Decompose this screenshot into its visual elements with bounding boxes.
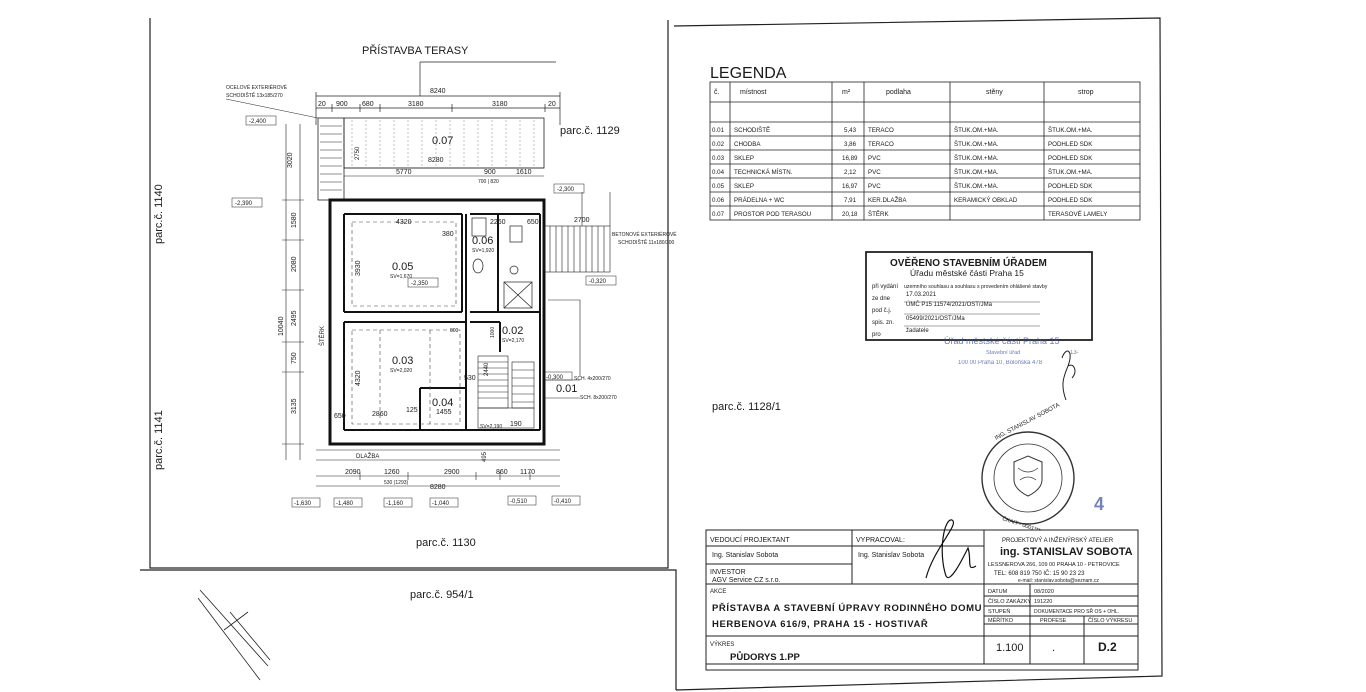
- legend-cell: TERACO: [868, 127, 894, 134]
- legend-cell: 5,43: [844, 127, 857, 134]
- dim-text: 3180: [408, 101, 424, 108]
- stamp-label: při vydání: [872, 284, 899, 290]
- dim-text: 3930: [355, 260, 362, 276]
- room-007-label: 0.07: [432, 135, 454, 147]
- legend-cell: PVC: [868, 155, 881, 162]
- tb-firm-email: e-mail: stanislav.sobota@seznam.cz: [1018, 578, 1099, 584]
- floor-plan: [153, 44, 781, 680]
- legend-cell: 0.04: [712, 169, 725, 176]
- note-steel-stair-1: OCELOVÉ EXTERIÉROVÉ: [226, 85, 288, 91]
- dim-text: 860: [496, 469, 508, 476]
- dim-text: 900: [336, 101, 348, 108]
- legend-cell: 16,89: [842, 155, 858, 162]
- tb-firm-name: ing. STANISLAV SOBOTA: [1000, 546, 1133, 558]
- dim-text: 20: [548, 101, 556, 108]
- tb-investor-label: INVESTOR: [710, 569, 746, 576]
- dim-text: 2860: [372, 411, 388, 418]
- stamp-label: pro: [872, 332, 881, 338]
- legend-cell: 0.06: [712, 197, 725, 204]
- dim-text: 3020: [287, 152, 294, 168]
- legend-cell: 20,18: [842, 211, 858, 218]
- dim-text: 495: [482, 451, 488, 462]
- bottom-level-markers: [292, 496, 580, 507]
- tb-meritko-label: MĚŘÍTKO: [988, 618, 1014, 624]
- dim-text: 3180: [492, 101, 508, 108]
- room-003-sv: SV=2,020: [390, 368, 413, 374]
- legend-cell: 0.05: [712, 183, 725, 190]
- dim-text: 1580: [291, 212, 298, 228]
- legend-cell: PVC: [868, 183, 881, 190]
- tb-vypracoval-value: Ing. Stanislav Sobota: [858, 552, 925, 559]
- seal-outer-text: ING. STANISLAV SOBOTA: [994, 402, 1061, 442]
- tb-stupen-label: STUPEŇ: [988, 609, 1011, 615]
- legend-header-cell: strop: [1078, 89, 1094, 96]
- legend: [710, 65, 1140, 220]
- tb-signature: [926, 520, 976, 578]
- dim-text: 2495: [291, 310, 298, 326]
- engineer-seal: [982, 402, 1074, 534]
- level-text: -1,480: [336, 501, 354, 507]
- legend-rows: [712, 126, 1107, 218]
- dim-text: 4320: [355, 370, 362, 386]
- tb-meritko-value: 1.100: [996, 642, 1024, 654]
- room-002-label: 0.02: [502, 325, 524, 337]
- title-block: [706, 520, 1138, 670]
- dim-text: 20: [318, 101, 326, 108]
- legend-cell: PROSTOR POD TERASOU: [734, 211, 812, 218]
- level-text: -1,630: [294, 501, 312, 507]
- dim-text: 380: [442, 231, 454, 238]
- room-006-sv: SV=1,920: [472, 248, 495, 254]
- level-text: -0,320: [589, 279, 607, 285]
- legend-cell: PODHLED SDK: [1048, 183, 1093, 190]
- tb-vykres-no-label: ČÍSLO VÝKRESU: [1088, 618, 1133, 624]
- legend-cell: ŠTUK.OM.+MA.: [1048, 127, 1093, 134]
- legend-cell: ŠTUK.OM.+MA.: [954, 169, 999, 176]
- tb-akce-line2: HERBENOVA 616/9, PRAHA 15 - HOSTIVAŘ: [712, 619, 929, 630]
- tb-datum-value: 08/2020: [1034, 589, 1054, 595]
- dim-text: 650: [334, 413, 346, 420]
- stamp-addr-blue: 100 00 Praha 10, Boloňská 478: [958, 360, 1043, 366]
- tb-firm-phone: TEL: 608 819 750 IČ: 15 90 23 23: [994, 571, 1085, 577]
- dim-text: 750: [291, 352, 298, 364]
- approval-stamp: [866, 252, 1104, 514]
- level-text: -0,510: [510, 499, 528, 505]
- legend-cell: 2,12: [844, 169, 857, 176]
- note-steel-stair-2: SCHODIŠTĚ 13x185/270: [226, 93, 283, 99]
- dim-text: 650: [527, 219, 539, 226]
- level-text: -0,300: [546, 375, 564, 381]
- note-beton-stair-2: SCHODIŠTĚ 11x180/300: [618, 240, 675, 246]
- stamp-label: spis. zn.: [872, 320, 895, 326]
- legend-cell: PODHLED SDK: [1048, 155, 1093, 162]
- level-text: -2,400: [249, 119, 267, 125]
- note-sch-2: SCH. 8x200/270: [580, 395, 617, 401]
- dim-text: 2090: [345, 469, 361, 476]
- level-text: -2,300: [557, 187, 575, 193]
- dim-text: 1000: [490, 326, 496, 338]
- dim-text: 530 (1293): [384, 480, 409, 486]
- stamp-office-blue: Úřad městské části Praha 15: [944, 336, 1060, 346]
- dim-text: 8280: [428, 157, 444, 164]
- legend-cell: CHODBA: [734, 141, 761, 148]
- legend-cell: ŠTUK.OM.+MA.: [954, 155, 999, 162]
- room-001-label: 0.01: [556, 383, 578, 395]
- dim-text: 2260: [490, 219, 506, 226]
- stamp-subtitle: Úřadu městské části Praha 15: [910, 268, 1024, 278]
- legend-cell: ŠTUK.OM.+MA.: [1048, 169, 1093, 176]
- tb-zakazka-label: ČÍSLO ZAKÁZKY: [988, 599, 1032, 605]
- parcel-1140: parc.č. 1140: [153, 184, 165, 244]
- stamp-label: pod č.j.: [872, 308, 892, 314]
- dim-text: 1610: [516, 169, 532, 176]
- stamp-title: OVĚŘENO STAVEBNÍM ÚŘADEM: [890, 258, 1047, 269]
- stamp-value: ÚMČ P15 11574/2021/OST/JMa: [906, 302, 992, 308]
- legend-header-cell: m²: [842, 89, 851, 96]
- legend-cell: ŠTUK.OM.+MA.: [954, 183, 999, 190]
- legend-cell: ŠTUK.OM.+MA.: [954, 127, 999, 134]
- room-001-sv: SV=2,190: [480, 424, 503, 430]
- legend-header-cell: podlaha: [886, 89, 911, 96]
- note-sterk: ŠTĚRK: [320, 325, 326, 346]
- tb-zakazka-value: 191220: [1034, 599, 1053, 605]
- legend-cell: 7,91: [844, 197, 857, 204]
- parcel-1128: parc.č. 1128/1: [712, 401, 781, 413]
- legend-header: [714, 89, 1094, 96]
- dim-text: 2750: [355, 146, 361, 160]
- legend-cell: KERAMICKÝ OBKLAD: [954, 197, 1018, 204]
- dim-text: 1455: [436, 409, 452, 416]
- tb-vedouci-value: Ing. Stanislav Sobota: [712, 552, 779, 559]
- dim-text: 2440: [484, 362, 490, 376]
- legend-cell: TERASOVÉ LAMELY: [1048, 211, 1108, 218]
- note-dlazba: DLAŽBA: [356, 454, 380, 460]
- parcel-1129: parc.č. 1129: [560, 125, 620, 137]
- note-sch-1: SCH. 4x200/270: [574, 376, 611, 382]
- dim-text: 5770: [396, 169, 412, 176]
- level-text: -1,040: [432, 501, 450, 507]
- tb-firm-line1: PROJEKTOVÝ A INŽENÝRSKÝ ATELIER: [1002, 538, 1114, 544]
- level-text: -1,160: [386, 501, 404, 507]
- dim-text: 1170: [520, 469, 536, 476]
- tb-vypracoval-label: VYPRACOVAL:: [856, 537, 905, 544]
- level-text: -2,390: [235, 201, 253, 207]
- dim-text: 2080: [291, 256, 298, 272]
- stamp-value: 05499/2021/OST/JMa: [906, 316, 965, 322]
- tb-profese-value: .: [1052, 642, 1056, 654]
- legend-cell: 0.03: [712, 155, 725, 162]
- legend-cell: SKLEP: [734, 155, 754, 162]
- legend-cell: PODHLED SDK: [1048, 197, 1093, 204]
- tb-firm-address: LESSNEROVA 266, 109 00 PRAHA 10 - PETROVICE: [988, 562, 1120, 568]
- level-text: -0,410: [554, 499, 572, 505]
- legend-cell: ŠTĚRK: [868, 211, 889, 218]
- tb-datum-label: DATUM: [988, 589, 1008, 595]
- dim-text: 700 | 820: [478, 179, 499, 185]
- room-002-sv: SV=2,170: [502, 338, 525, 344]
- level-text: -2,350: [411, 281, 429, 287]
- dim-text: 4320: [396, 219, 412, 226]
- room-003-label: 0.03: [392, 355, 414, 367]
- tb-vykres-label: VÝKRES: [710, 642, 735, 648]
- stamp-value: žadatele: [906, 328, 929, 334]
- stamp-signature: [1062, 351, 1075, 400]
- plan-title: PŘÍSTAVBA TERASY: [362, 45, 469, 57]
- parcel-1130: parc.č. 1130: [416, 537, 476, 549]
- note-beton-stair-1: BETONOVÉ EXTERIÉROVÉ: [612, 232, 677, 238]
- dim-text: 1260: [384, 469, 400, 476]
- stamp-num-blue: -13-: [1068, 350, 1079, 356]
- room-004-label: 0.04: [432, 397, 454, 409]
- legend-cell: SCHODIŠTĚ: [734, 127, 771, 134]
- legend-title: LEGENDA: [710, 65, 787, 82]
- legend-cell: ŠTUK.OM.+MA.: [954, 141, 999, 148]
- legend-cell: 0.07: [712, 211, 725, 218]
- dim-text: 680: [362, 101, 374, 108]
- tb-akce-label: AKCE: [710, 589, 727, 595]
- legend-header-cell: č.: [714, 89, 720, 96]
- legend-cell: PODHLED SDK: [1048, 141, 1093, 148]
- dim-text: 2700: [574, 217, 590, 224]
- page-mark: 4: [1094, 494, 1105, 514]
- stamp-value: 17.03.2021: [906, 292, 937, 298]
- room-005-label: 0.05: [392, 261, 414, 273]
- legend-header-cell: stěny: [986, 89, 1003, 96]
- parcel-1141: parc.č. 1141: [153, 410, 165, 470]
- tb-vedouci-label: VEDOUCÍ PROJEKTANT: [710, 537, 790, 544]
- seal-bottom-text: ČKAIT - 0001***: [1001, 516, 1041, 535]
- legend-cell: TERACO: [868, 141, 894, 148]
- legend-header-cell: místnost: [740, 89, 767, 96]
- stamp-label: ze dne: [872, 296, 891, 302]
- legend-cell: PVC: [868, 169, 881, 176]
- stamp-dept-blue: Stavební úřad: [986, 350, 1021, 356]
- dim-text: 125: [406, 407, 418, 414]
- legend-cell: 16,97: [842, 183, 858, 190]
- dim-text: 8280: [430, 484, 446, 491]
- dim-text: 2900: [444, 469, 460, 476]
- dim-text: 3135: [291, 398, 298, 414]
- legend-cell: 3,86: [844, 141, 857, 148]
- room-005-sv: SV=1,670: [390, 274, 413, 280]
- tb-vykres-value: PŮDORYS 1.PP: [730, 652, 800, 663]
- legend-cell: TECHNICKÁ MÍSTN.: [734, 169, 793, 176]
- legend-cell: PRÁDELNA + WC: [734, 197, 785, 204]
- dim-text: 800: [450, 328, 459, 334]
- dim-text: 900: [484, 169, 496, 176]
- dim-text: 190: [510, 421, 522, 428]
- tb-investor-value: AGV Service CZ s.r.o.: [712, 577, 781, 584]
- north-arrow-icon: [198, 590, 270, 680]
- room-006-label: 0.06: [472, 235, 494, 247]
- stamp-value: uzemního souhlasu a souhlasu s provedením ohlášené stavby: [904, 284, 1048, 290]
- tb-vykres-no-value: D.2: [1098, 640, 1117, 654]
- legend-cell: 0.01: [712, 127, 725, 134]
- parcel-954: parc.č. 954/1: [410, 589, 474, 601]
- dim-top-total: 8240: [430, 88, 446, 95]
- tb-stupen-value: DOKUMENTACE PRO SŘ OS + OHL.: [1034, 609, 1120, 615]
- legend-cell: KER.DLAŽBA: [868, 197, 907, 204]
- legend-cell: SKLEP: [734, 183, 754, 190]
- legend-cell: 0.02: [712, 141, 725, 148]
- dim-text: 10040: [278, 316, 285, 336]
- dim-text: 530: [464, 375, 476, 382]
- tb-profese-label: PROFESE: [1040, 618, 1067, 624]
- tb-akce-line1: PŘÍSTAVBA A STAVEBNÍ ÚPRAVY RODINNÉHO DOMU: [712, 603, 983, 614]
